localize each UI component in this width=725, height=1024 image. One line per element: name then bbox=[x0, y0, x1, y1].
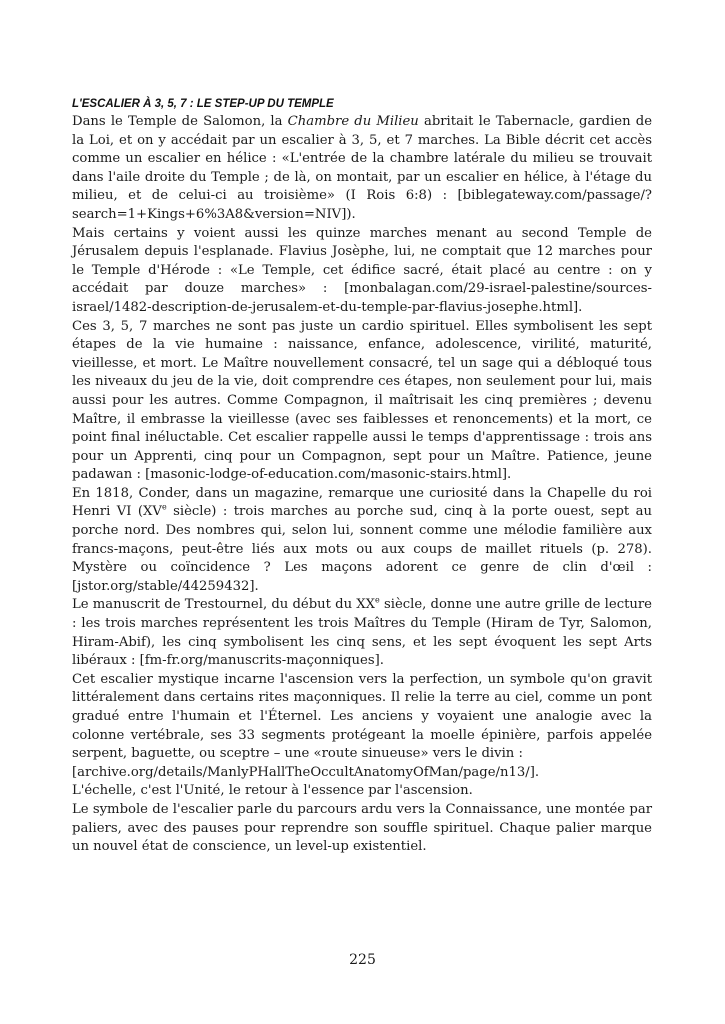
paragraph-4 bbox=[72, 485, 652, 597]
page-number: 225 bbox=[349, 952, 376, 968]
paragraph-1-emphasis: Chambre du Milieu bbox=[287, 114, 419, 129]
paragraph-1-text-a: Dans le Temple de Salomon, la bbox=[72, 114, 288, 129]
section-heading: L'ESCALIER À 3, 5, 7 : LE STEP-UP DU TEMPLE bbox=[72, 98, 334, 110]
paragraph-4-text-a: En 1818, Conder, dans un magazine, remarque une curiosité dans la Chapelle du roi Henri VI (XV bbox=[72, 485, 652, 520]
paragraph-3: Ces 3, 5, 7 marches ne sont pas juste un cardio spirituel. Elles symbolisent les sept étapes de la vie humaine : naissance, enfance, adolescence, virilité, maturité, vieillesse, et mort. Le Maître nouvellement consacré, tel un sage qui a débloqué tous les niveaux du jeu de la vie, doit comprendre ces étapes, non seulement pour lui, mais aussi pour les autres. Comme Compagnon, il maîtrisait les cinq premières ; devenu Maître, il embrasse la vieillesse (avec ses faiblesses et renoncements) et la mort, ce point final inéluctable. Cet escalier rappelle aussi le temps d'apprentissage : trois ans pour un Apprenti, cinq pour un Compagnon, sept pour un Maître. Patience, jeune padawan : [masonic-lodge-of-education.com/masonic-stairs.html]. bbox=[72, 318, 652, 483]
paragraph-7: L'échelle, c'est l'Unité, le retour à l'essence par l'ascension. bbox=[72, 783, 473, 799]
paragraph-6: Cet escalier mystique incarne l'ascension vers la perfection, un symbole qu'on gravit littéralement dans certains rites maçonniques. Il relie la terre au ciel, comme un pont gradué entre l'humain et l'Éternel. Les anciens y voyaient une analogie avec la colonne vertébrale, ses 33 segments protégeant la moelle épinière, parfois appelée serpent, baguette, ou sceptre – une «route sinueuse» vers le divin : bbox=[72, 671, 652, 762]
paragraph-1 bbox=[72, 113, 652, 225]
paragraph-5 bbox=[72, 596, 652, 670]
century-superscript: e bbox=[375, 596, 380, 606]
paragraph-4-text-b: siècle) : trois marches au porche sud, cinq à la porte ouest, sept au porche nord. Des nombres qui, selon lui, sonnent comme une mélodie familière aux francs-maçons, peut-être liés aux mots ou aux coups de maillet rituels (p. 278). Mystère ou coïncidence ? Les maçons adorent ce genre de clin d'œil : [jstor.org/stable/44259432]. bbox=[72, 504, 652, 594]
paragraph-8: Le symbole de l'escalier parle du parcours ardu vers la Connaissance, une montée par paliers, avec des pauses pour reprendre son souffle spirituel. Chaque palier marque un nouvel état de conscience, un level-up existentiel. bbox=[72, 801, 652, 855]
paragraph-6-reference: [archive.org/details/ManlyPHallTheOccultAnatomyOfMan/page/n13/]. bbox=[72, 764, 540, 780]
paragraph-5-text-a: Le manuscrit de Trestournel, du début du XX bbox=[72, 597, 376, 613]
paragraph-1-text-b: abritait le Tabernacle, gardien de la Loi, et on y accédait par un escalier à 3, 5, et 7 marches. La Bible décrit cet accès comme un escalier en hélice : «L'entrée de la chambre latérale du milieu se trouvait dans l'aile droite du Temple ; de là, on montait, par un escalier en hélice, à l'étage du milieu, et de celui-ci au troisième» (I Rois 6:8) : [biblegateway.com/passage/?search=1+Kings+6%3A8&version=NIV]). bbox=[72, 114, 652, 222]
paragraph-2: Mais certains y voient aussi les quinze marches menant au second Temple de Jérusalem depuis l'esplanade. Flavius Josèphe, lui, ne comptait que 12 marches pour le Temple d'Hérode : «Le Temple, cet édifice sacré, était placé au centre : on y accédait par douze marches» : [monbalagan.com/29-israel-palestine/sources-israel/1482-description-de-jerusalem-et-du-temple-par-flavius-josephe.html]. bbox=[72, 225, 652, 315]
paragraph-5-text-b: siècle, donne une autre grille de lecture : les trois marches représentent les trois Maîtres du Temple (Hiram de Tyr, Salomon, Hiram-Abif), les cinq symbolisent les cinq sens, et les sept évoquent les sept Arts libéraux : [fm-fr.org/manuscrits-maçonniques]. bbox=[72, 597, 652, 669]
page-body bbox=[72, 96, 652, 857]
century-superscript: e bbox=[161, 503, 167, 513]
